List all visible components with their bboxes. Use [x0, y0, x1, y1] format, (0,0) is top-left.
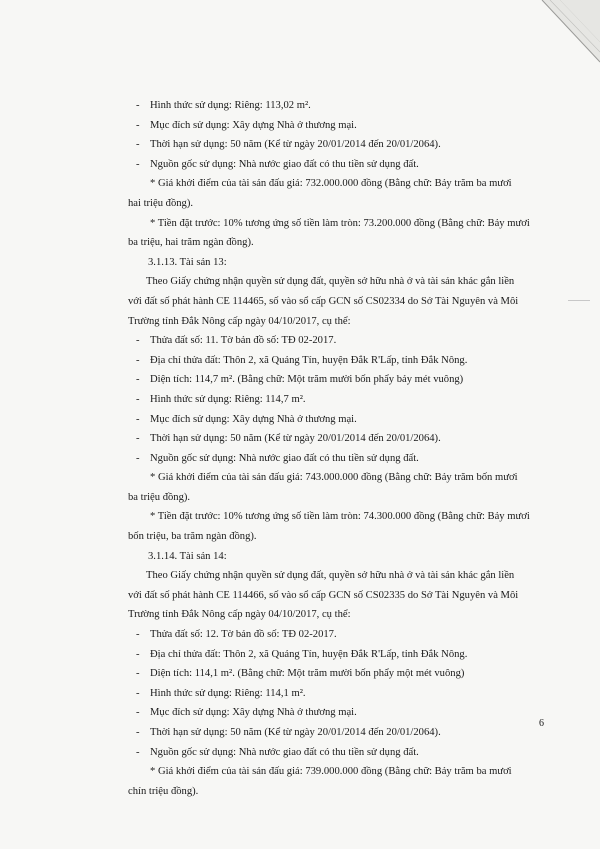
document-line: - Diện tích: 114,7 m². (Bằng chữ: Một trăm mười bốn phẩy bảy mét vuông): [128, 370, 558, 390]
document-line: - Thửa đất số: 12. Tờ bản đồ số: TĐ 02-2017.: [128, 625, 558, 645]
document-line: - Nguồn gốc sử dụng: Nhà nước giao đất có thu tiền sử dụng đất.: [128, 449, 558, 469]
document-line: * Giá khởi điểm của tài sản đấu giá: 739.000.000 đồng (Bằng chữ: Bảy trăm ba mươi: [150, 766, 512, 778]
document-line: * Giá khởi điểm của tài sản đấu giá: 732.000.000 đồng (Bằng chữ: Bảy trăm ba mươi: [150, 178, 512, 190]
document-line: - Nguồn gốc sử dụng: Nhà nước giao đất có thu tiền sử dụng đất.: [128, 155, 558, 175]
document-line: * Tiền đặt trước: 10% tương ứng số tiền làm tròn: 73.200.000 đồng (Bằng chữ: Bảy mươi: [150, 217, 530, 229]
document-line: - Địa chỉ thửa đất: Thôn 2, xã Quảng Tín, huyện Đắk R'Lấp, tỉnh Đắk Nông.: [128, 351, 558, 371]
document-line: - Thời hạn sử dụng: 50 năm (Kể từ ngày 20/01/2014 đến 20/01/2064).: [128, 135, 558, 155]
document-body: [128, 96, 558, 801]
document-line: - Mục đích sử dụng: Xây dựng Nhà ở thương mại.: [128, 116, 558, 136]
document-line: - Hình thức sử dụng: Riêng: 113,02 m².: [128, 96, 558, 116]
document-line: với đất số phát hành CE 114465, số vào sổ cấp GCN số CS02334 do Sở Tài Nguyên và Môi: [128, 295, 519, 307]
document-line: Theo Giấy chứng nhận quyền sử dụng đất, quyền sở hữu nhà ở và tài sản khác gắn liền: [146, 570, 515, 582]
scan-corner-fold: [520, 0, 600, 90]
document-line: Trường tỉnh Đắk Nông cấp ngày 04/10/2017, cụ thể:: [128, 609, 351, 621]
document-line: 3.1.14. Tài sản 14:: [148, 550, 227, 562]
scan-mark: [568, 300, 590, 301]
document-line: - Hình thức sử dụng: Riêng: 114,1 m².: [128, 684, 558, 704]
document-line: * Tiền đặt trước: 10% tương ứng số tiền làm tròn: 74.300.000 đồng (Bằng chữ: Bảy mươi: [150, 511, 530, 523]
document-line: - Mục đích sử dụng: Xây dựng Nhà ở thương mại.: [128, 410, 558, 430]
document-line: - Thửa đất số: 11. Tờ bản đồ số: TĐ 02-2017.: [128, 331, 558, 351]
document-line: - Nguồn gốc sử dụng: Nhà nước giao đất có thu tiền sử dụng đất.: [128, 743, 558, 763]
document-line: 3.1.13. Tài sản 13:: [148, 256, 227, 268]
document-line: - Thời hạn sử dụng: 50 năm (Kể từ ngày 20/01/2014 đến 20/01/2064).: [128, 723, 558, 743]
document-line: bốn triệu, ba trăm ngàn đồng).: [128, 531, 257, 543]
document-line: * Giá khởi điểm của tài sản đấu giá: 743.000.000 đồng (Bằng chữ: Bảy trăm bốn mươi: [150, 472, 518, 484]
document-line: - Địa chỉ thửa đất: Thôn 2, xã Quảng Tín, huyện Đắk R'Lấp, tỉnh Đắk Nông.: [128, 645, 558, 665]
document-line: - Hình thức sử dụng: Riêng: 114,7 m².: [128, 390, 558, 410]
document-line: Trường tỉnh Đắk Nông cấp ngày 04/10/2017, cụ thể:: [128, 315, 351, 327]
document-line: - Mục đích sử dụng: Xây dựng Nhà ở thương mại.: [128, 703, 558, 723]
document-line: chín triệu đồng).: [128, 785, 199, 797]
document-line: - Diện tích: 114,1 m². (Bằng chữ: Một trăm mười bốn phẩy một mét vuông): [128, 664, 558, 684]
document-line: ba triệu đồng).: [128, 491, 191, 503]
page-number: 6: [539, 718, 544, 729]
document-line: với đất số phát hành CE 114466, số vào sổ cấp GCN số CS02335 do Sở Tài Nguyên và Môi: [128, 589, 519, 601]
document-line: ba triệu, hai trăm ngàn đồng).: [128, 237, 254, 249]
document-line: hai triệu đồng).: [128, 197, 194, 209]
document-line: - Thời hạn sử dụng: 50 năm (Kể từ ngày 20/01/2014 đến 20/01/2064).: [128, 429, 558, 449]
document-line: Theo Giấy chứng nhận quyền sử dụng đất, quyền sở hữu nhà ở và tài sản khác gắn liền: [146, 276, 515, 288]
